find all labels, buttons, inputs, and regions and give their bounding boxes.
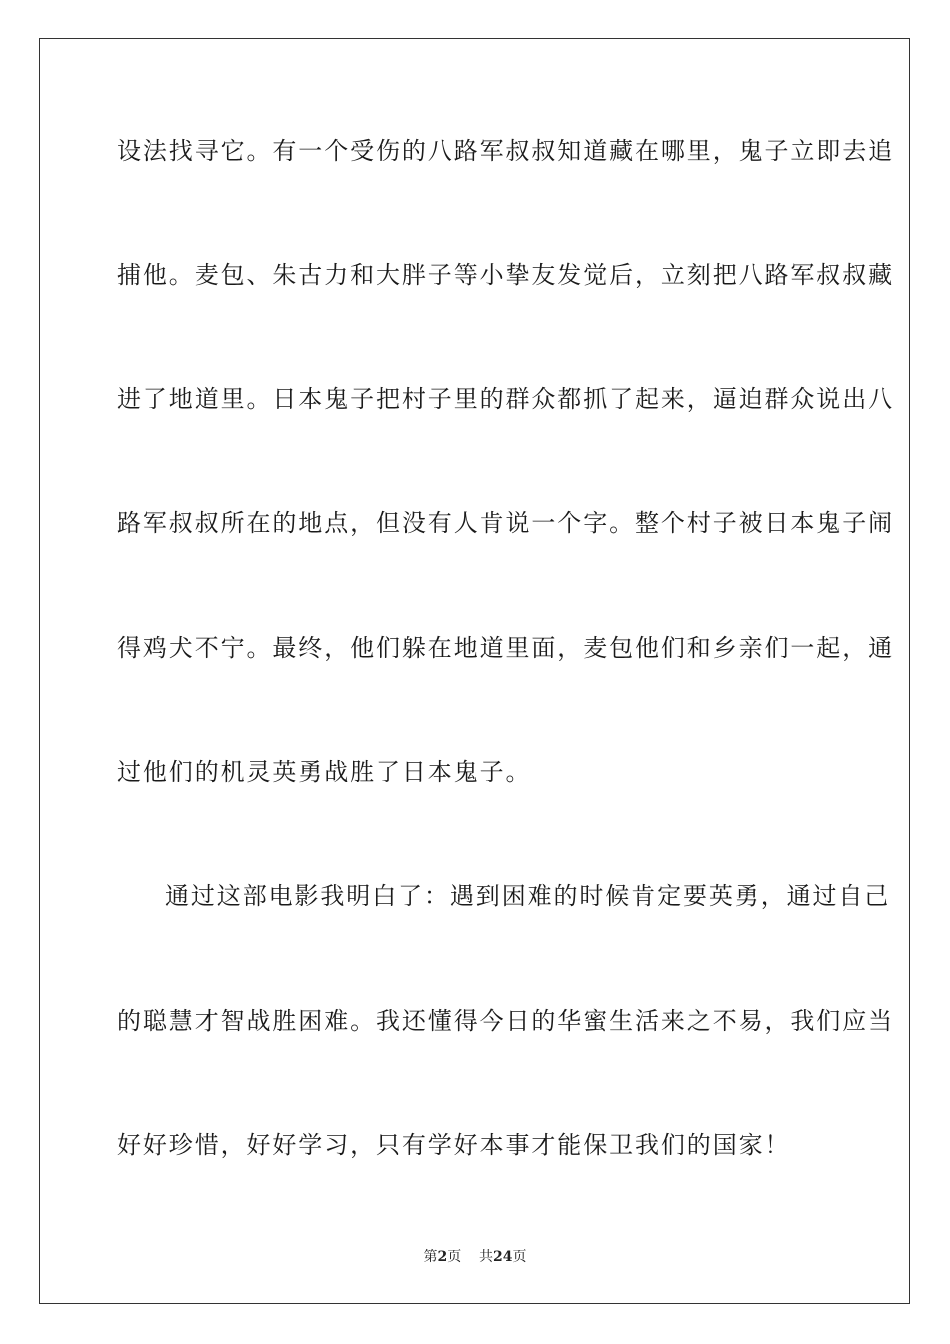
footer-total-prefix: 共 <box>479 1249 494 1265</box>
footer-page-number: 2 <box>437 1249 448 1265</box>
footer-total-pages: 24 <box>493 1249 513 1265</box>
paragraph-line-indented: 通过这部电影我明白了：遇到困难的时候肯定要英勇，通过自己 <box>165 882 891 910</box>
paragraph-line: 进了地道里。日本鬼子把村子里的群众都抓了起来，逼迫群众说出八 <box>117 385 894 413</box>
page-footer <box>0 1248 950 1266</box>
paragraph-line: 好好珍惜，好好学习，只有学好本事才能保卫我们的国家！ <box>117 1131 791 1159</box>
page-border <box>39 38 910 1304</box>
paragraph-line: 捕他。麦包、朱古力和大胖子等小挚友发觉后，立刻把八路军叔叔藏 <box>117 261 894 289</box>
paragraph-line: 过他们的机灵英勇战胜了日本鬼子。 <box>117 758 532 786</box>
paragraph-line: 路军叔叔所在的地点，但没有人肯说一个字。整个村子被日本鬼子闹 <box>117 509 894 537</box>
footer-page-suffix: 页 <box>447 1249 462 1265</box>
paragraph-line: 得鸡犬不宁。最终，他们躲在地道里面，麦包他们和乡亲们一起，通 <box>117 634 894 662</box>
footer-page-prefix: 第 <box>423 1249 438 1265</box>
paragraph-line: 设法找寻它。有一个受伤的八路军叔叔知道藏在哪里，鬼子立即去追 <box>117 137 894 165</box>
footer-total-suffix: 页 <box>512 1249 527 1265</box>
paragraph-line: 的聪慧才智战胜困难。我还懂得今日的华蜜生活来之不易，我们应当 <box>117 1007 894 1035</box>
